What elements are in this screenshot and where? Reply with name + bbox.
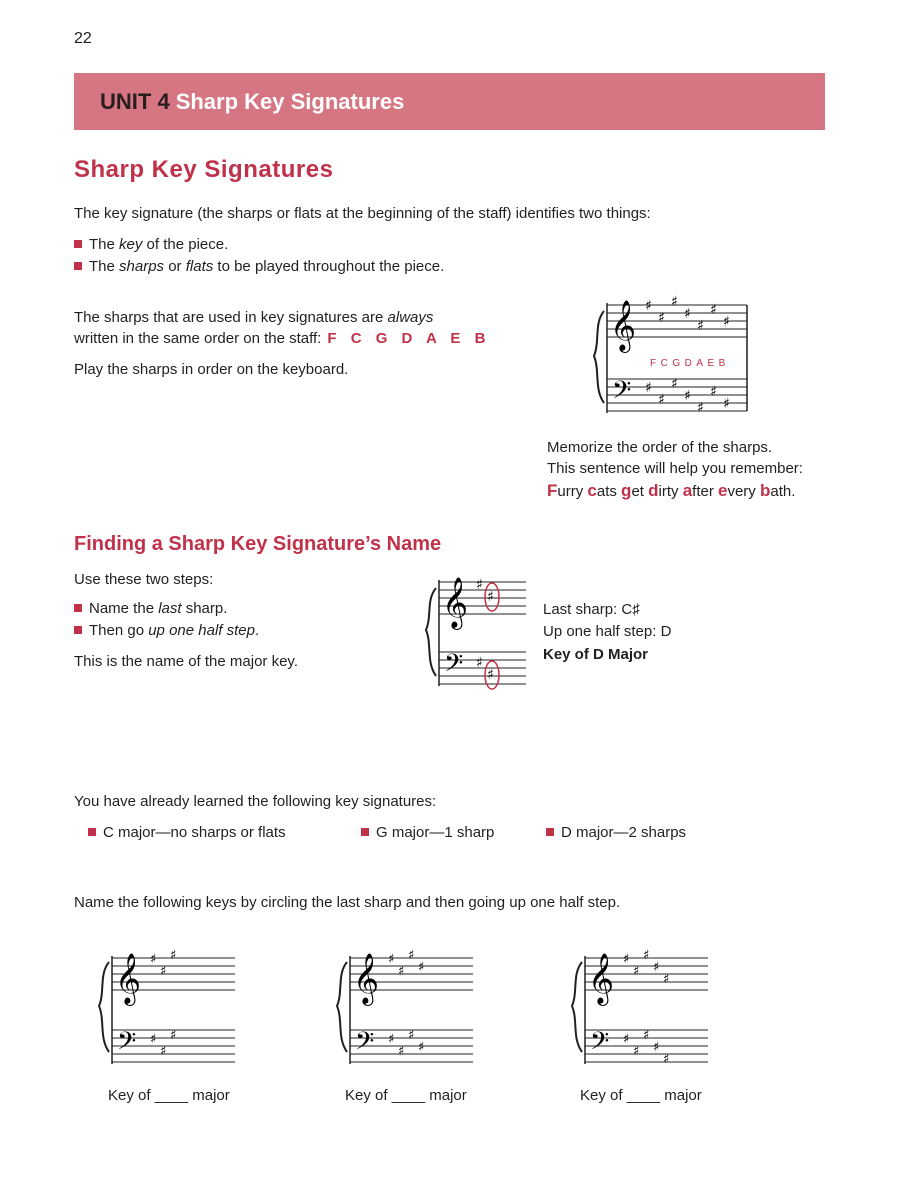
section-heading-finding-name: Finding a Sharp Key Signature’s Name bbox=[74, 533, 442, 555]
unit-label: UNIT 4 bbox=[100, 89, 170, 114]
sharp-sign-4: ♯ bbox=[684, 388, 691, 404]
answer-blank-2[interactable]: ____ bbox=[391, 1087, 426, 1104]
treble-sharp-1: ♯ bbox=[388, 952, 395, 967]
unit-subtitle: Sharp Key Signatures bbox=[175, 89, 405, 114]
treble-sharp-2: ♯ bbox=[160, 964, 167, 979]
sharp-sign-7: ♯ bbox=[723, 314, 730, 330]
learned-item-c: C major—no sharps or flats bbox=[88, 822, 286, 844]
learned-intro: You have already learned the following key signatures: bbox=[74, 793, 437, 810]
bass-sharp-2: ♯ bbox=[160, 1044, 167, 1059]
treble-sharp-5: ♯ bbox=[663, 972, 670, 987]
bullet-icon bbox=[74, 604, 82, 612]
order-line-2: written in the same order on the staff: F C G D A E B bbox=[74, 330, 491, 347]
treble-sharp-4: ♯ bbox=[653, 960, 660, 975]
treble-clef-icon: 𝄞 bbox=[115, 953, 142, 1004]
brace-icon bbox=[337, 962, 347, 1052]
sharp-sign-5: ♯ bbox=[697, 400, 704, 416]
treble-sharp-1: ♯ bbox=[623, 952, 630, 967]
treble-clef-icon: 𝄞 bbox=[353, 953, 380, 1004]
bullet-icon bbox=[74, 240, 82, 248]
bullet-icon bbox=[88, 828, 96, 836]
sharp-f-bass: ♯ bbox=[476, 655, 483, 671]
bass-clef-icon: 𝄢 bbox=[444, 649, 464, 684]
sharp-c-bass: ♯ bbox=[487, 667, 494, 683]
sharps-order-grand-staff bbox=[592, 293, 752, 420]
bullet-icon bbox=[546, 828, 554, 836]
sharp-sign-1: ♯ bbox=[645, 298, 652, 314]
sharp-sign-6: ♯ bbox=[710, 302, 717, 318]
last-sharp-text: Last sharp: C♯ bbox=[543, 601, 640, 618]
treble-sharps bbox=[645, 294, 730, 334]
unit-title bbox=[100, 89, 404, 115]
treble-clef-icon: 𝄞 bbox=[442, 577, 469, 628]
step-1: Name the last sharp. bbox=[74, 598, 227, 620]
brace-icon bbox=[99, 962, 109, 1052]
intro-paragraph: The key signature (the sharps or flats at the beginning of the staff) identifies two things: bbox=[74, 205, 651, 222]
exercise-staff-2 bbox=[335, 946, 475, 1070]
learned-item-g: G major—1 sharp bbox=[361, 822, 494, 844]
sharp-sign-4: ♯ bbox=[684, 306, 691, 322]
bass-sharp-3: ♯ bbox=[643, 1028, 650, 1043]
treble-sharp-3: ♯ bbox=[643, 948, 650, 963]
bass-sharp-1: ♯ bbox=[388, 1032, 395, 1047]
answer-label-2: Key of ____ major bbox=[345, 1087, 467, 1104]
bass-sharp-4: ♯ bbox=[418, 1040, 425, 1055]
bass-sharp-2: ♯ bbox=[398, 1044, 405, 1059]
treble-sharp-2: ♯ bbox=[633, 964, 640, 979]
steps-intro: Use these two steps: bbox=[74, 571, 214, 588]
bass-sharp-5: ♯ bbox=[663, 1052, 670, 1067]
answer-label-1: Key of ____ major bbox=[108, 1087, 230, 1104]
brace-icon bbox=[426, 588, 436, 676]
exercise-staff-1 bbox=[97, 946, 237, 1070]
sharp-sign-3: ♯ bbox=[671, 294, 678, 310]
bullet-sharps-flats: The sharps or flats to be played throughout the piece. bbox=[74, 256, 444, 278]
bass-sharp-3: ♯ bbox=[170, 1028, 177, 1043]
sharp-sign-2: ♯ bbox=[658, 392, 665, 408]
memorize-line-2: This sentence will help you remember: bbox=[547, 460, 803, 477]
half-step-text: Up one half step: D bbox=[543, 623, 672, 640]
steps-conclusion: This is the name of the major key. bbox=[74, 653, 298, 670]
bass-sharps bbox=[645, 376, 730, 416]
bullet-key: The key of the piece. bbox=[74, 234, 228, 256]
section-heading-sharp-key-signatures: Sharp Key Signatures bbox=[74, 156, 334, 183]
order-line-1: The sharps that are used in key signatures are always bbox=[74, 309, 434, 326]
bullet-icon bbox=[74, 626, 82, 634]
bass-sharp-1: ♯ bbox=[150, 1032, 157, 1047]
sharp-sign-3: ♯ bbox=[671, 376, 678, 392]
bass-sharp-1: ♯ bbox=[623, 1032, 630, 1047]
treble-sharp-4: ♯ bbox=[418, 960, 425, 975]
treble-clef-icon: 𝄞 bbox=[588, 953, 615, 1004]
sharp-c: ♯ bbox=[487, 589, 494, 605]
sharp-f: ♯ bbox=[476, 577, 483, 593]
bass-sharp-2: ♯ bbox=[633, 1044, 640, 1059]
bass-clef-icon: 𝄢 bbox=[355, 1027, 375, 1062]
sharp-order-letters: F C G D A E B bbox=[327, 330, 491, 347]
brace-icon bbox=[594, 311, 604, 403]
bass-clef-icon: 𝄢 bbox=[612, 376, 632, 411]
mnemonic-sentence: Furry cats get dirty after every bath. bbox=[547, 481, 796, 500]
sharp-sign-2: ♯ bbox=[658, 310, 665, 326]
bullet-icon bbox=[74, 262, 82, 270]
play-instruction: Play the sharps in order on the keyboard. bbox=[74, 361, 349, 378]
bass-clef-icon: 𝄢 bbox=[590, 1027, 610, 1062]
answer-label-3: Key of ____ major bbox=[580, 1087, 702, 1104]
unit-banner bbox=[74, 73, 825, 130]
bullet-icon bbox=[361, 828, 369, 836]
exercise-staff-3 bbox=[570, 946, 710, 1070]
sharp-sign-6: ♯ bbox=[710, 384, 717, 400]
bass-clef-icon: 𝄢 bbox=[117, 1027, 137, 1062]
bass-sharp-3: ♯ bbox=[408, 1028, 415, 1043]
sharp-sign-1: ♯ bbox=[645, 380, 652, 396]
treble-sharp-3: ♯ bbox=[408, 948, 415, 963]
answer-blank-3[interactable]: ____ bbox=[626, 1087, 661, 1104]
exercise-instruction: Name the following keys by circling the last sharp and then going up one half step. bbox=[74, 894, 621, 911]
d-major-grand-staff bbox=[424, 572, 530, 692]
key-result-text: Key of D Major bbox=[543, 646, 649, 663]
brace-icon bbox=[572, 962, 582, 1052]
bass-sharp-4: ♯ bbox=[653, 1040, 660, 1055]
page-number: 22 bbox=[74, 30, 92, 47]
learned-item-d: D major—2 sharps bbox=[546, 822, 686, 844]
memorize-line-1: Memorize the order of the sharps. bbox=[547, 439, 773, 456]
step-2: Then go up one half step. bbox=[74, 620, 259, 642]
treble-sharp-2: ♯ bbox=[398, 964, 405, 979]
staff-order-label: FCGDAEB bbox=[650, 358, 730, 369]
treble-sharp-1: ♯ bbox=[150, 952, 157, 967]
treble-sharp-3: ♯ bbox=[170, 948, 177, 963]
sharp-sign-5: ♯ bbox=[697, 318, 704, 334]
treble-clef-icon: 𝄞 bbox=[610, 300, 637, 351]
sharp-sign-7: ♯ bbox=[723, 396, 730, 412]
answer-blank-1[interactable]: ____ bbox=[154, 1087, 189, 1104]
